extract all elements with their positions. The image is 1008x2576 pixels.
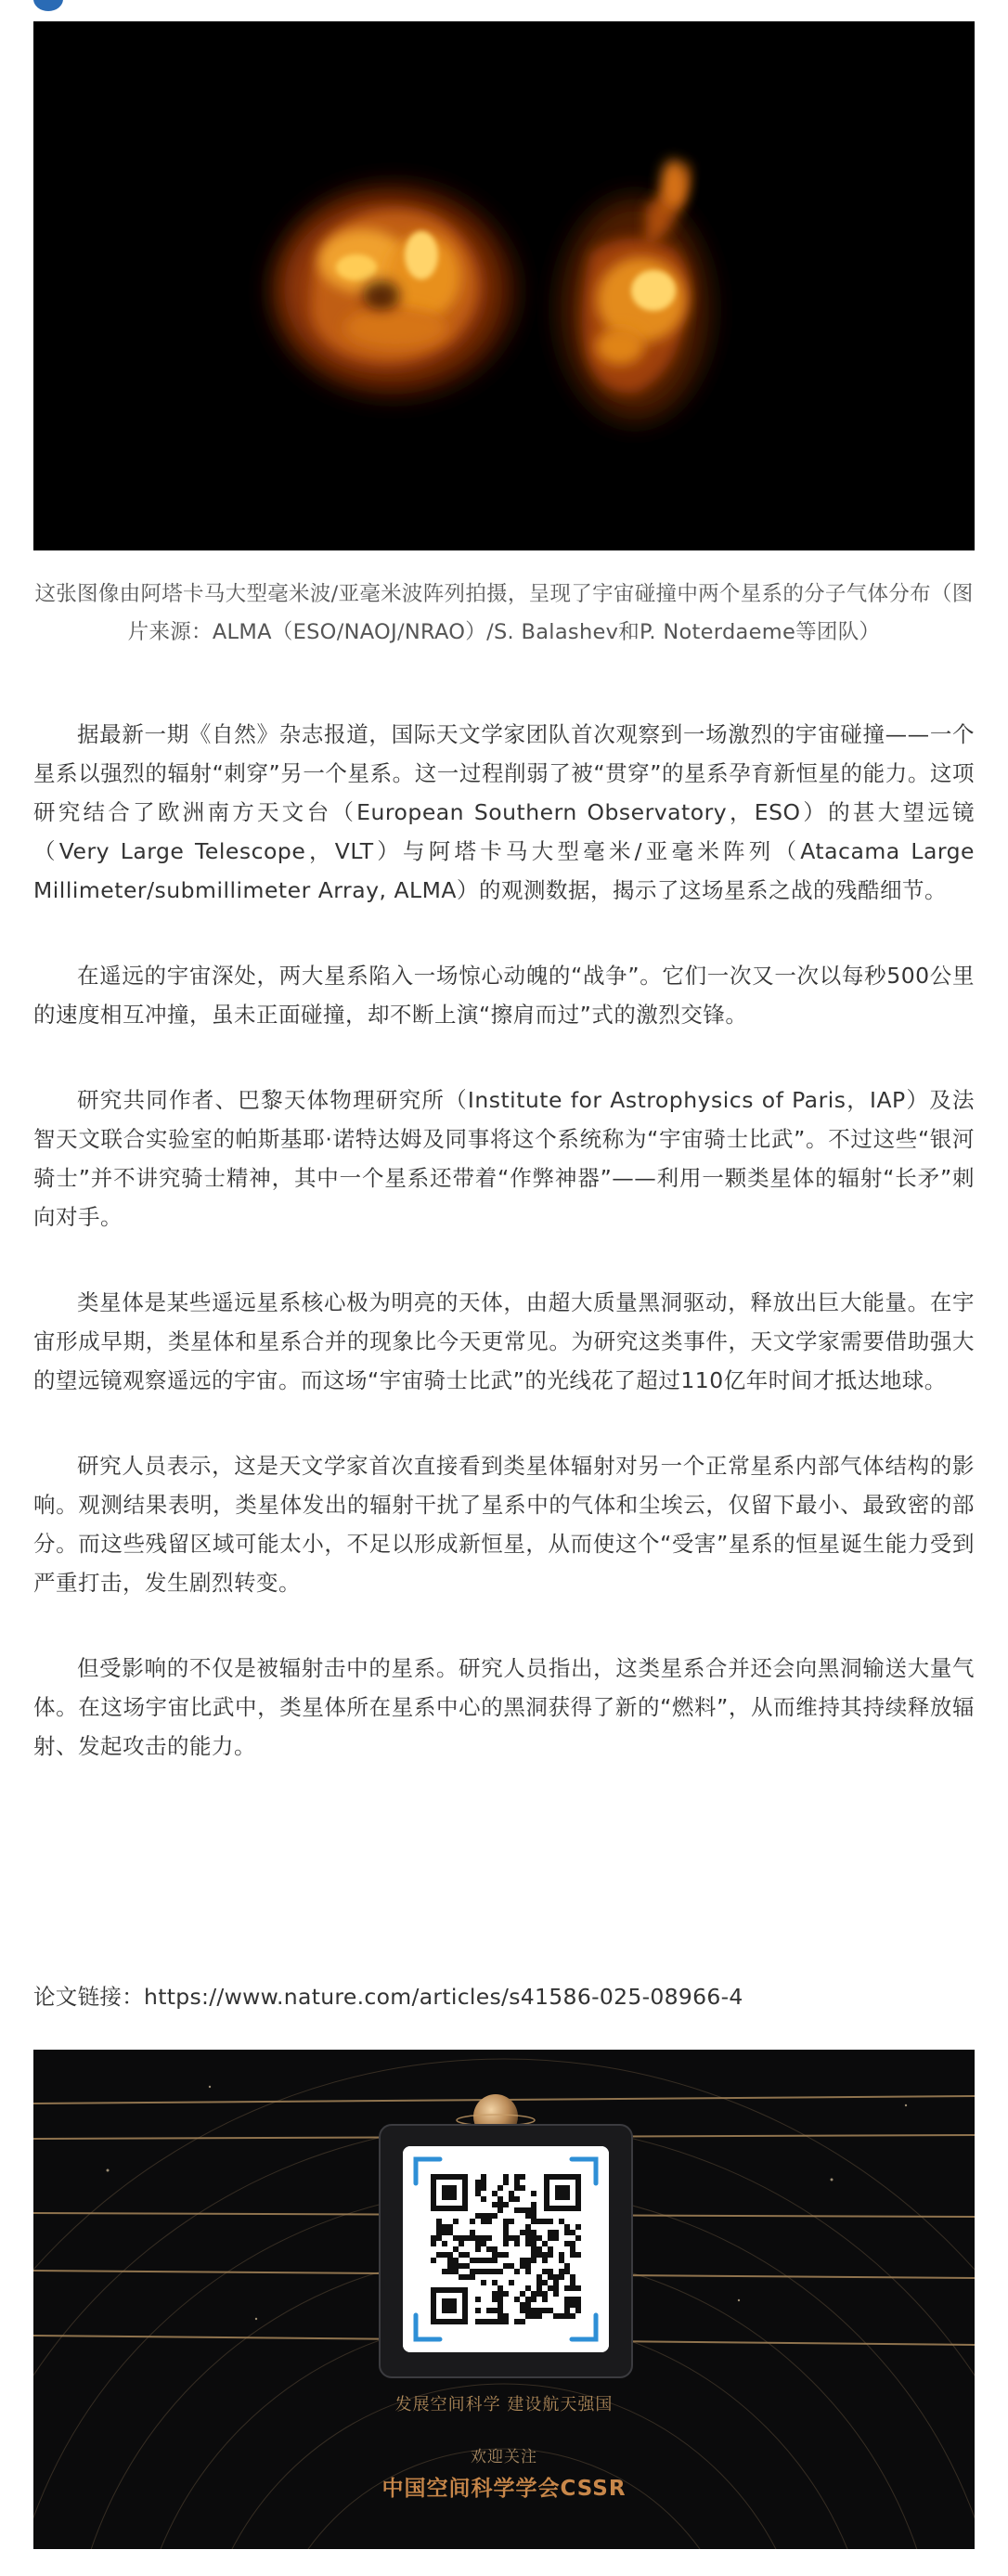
image-caption: 这张图像由阿塔卡马大型毫米波/亚毫米波阵列拍摄，呈现了宇宙碰撞中两个星系的分子气体分布（图片来源：ALMA（ESO/NAOJ/NRAO）/S. Balashev和P. Noterdaeme等团队）: [34, 582, 974, 644]
footer-org-name: 中国空间科学学会CSSR: [381, 2477, 627, 2501]
paper-link[interactable]: 论文链接：https://www.nature.com/articles/s41586-025-08966-4: [33, 1984, 743, 2010]
qr-code[interactable]: [403, 2146, 609, 2352]
top-logo-mark: [33, 0, 63, 11]
paragraph: 但受影响的不仅是被辐射击中的星系。研究人员指出，这类星系合并还会向黑洞输送大量气体。在这场宇宙比武中，类星体所在星系中心的黑洞获得了新的“燃料”，从而维持其持续释放辐射、发起攻击的能力。: [33, 1655, 975, 1759]
paragraph: 研究共同作者、巴黎天体物理研究所（Institute for Astrophysics of Paris，IAP）及法智天文联合实验室的帕斯基耶·诺特达姆及同事将这个系统称为“宇宙骑士比武”。不过这些“银河骑士”并不讲究骑士精神，其中一个星系还带着“作弊神器”——利用一颗类星体的辐射“长矛”刺向对手。: [33, 1087, 975, 1230]
footer-banner: [33, 2050, 975, 2549]
paragraph: 据最新一期《自然》杂志报道，国际天文学家团队首次观察到一场激烈的宇宙碰撞——一个星系以强烈的辐射“刺穿”另一个星系。这一过程削弱了被“贯穿”的星系孕育新恒星的能力。这项研究结合了欧洲南方天文台（European Southern Observatory，ESO）的甚大望远镜（Very Large Telescope，VLT）与阿塔卡马大型毫米/亚毫米阵列（Atacama Large Millimeter/submillimeter Array, ALMA）的观测数据，揭示了这场星系之战的残酷细节。: [33, 721, 975, 903]
left-galaxy: [273, 187, 514, 395]
article-body: [33, 715, 975, 1812]
qr-code-frame: [379, 2124, 633, 2378]
footer-welcome: 欢迎关注: [471, 2448, 537, 2466]
footer-slogan: 发展空间科学 建设航天强国: [394, 2395, 614, 2414]
paragraph: 研究人员表示，这是天文学家首次直接看到类星体辐射对另一个正常星系内部气体结构的影响。观测结果表明，类星体发出的辐射干扰了星系中的气体和尘埃云，仅留下最小、最致密的部分。而这些残留区域可能太小，不足以形成新恒星，从而使这个“受害”星系的恒星诞生能力受到严重打击，发生剧烈转变。: [33, 1453, 975, 1596]
galaxy-collision-image: [33, 21, 975, 550]
paragraph: 在遥远的宇宙深处，两大星系陷入一场惊心动魄的“战争”。它们一次又一次以每秒500公里的速度相互冲撞，虽未正面碰撞，却不断上演“擦肩而过”式的激烈交锋。: [33, 963, 975, 1028]
paragraph: 类星体是某些遥远星系核心极为明亮的天体，由超大质量黑洞驱动，释放出巨大能量。在宇宙形成早期，类星体和星系合并的现象比今天更常见。为研究这类事件，天文学家需要借助强大的望远镜观察遥远的宇宙。而这场“宇宙骑士比武”的光线花了超过110亿年时间才抵达地球。: [33, 1289, 975, 1393]
